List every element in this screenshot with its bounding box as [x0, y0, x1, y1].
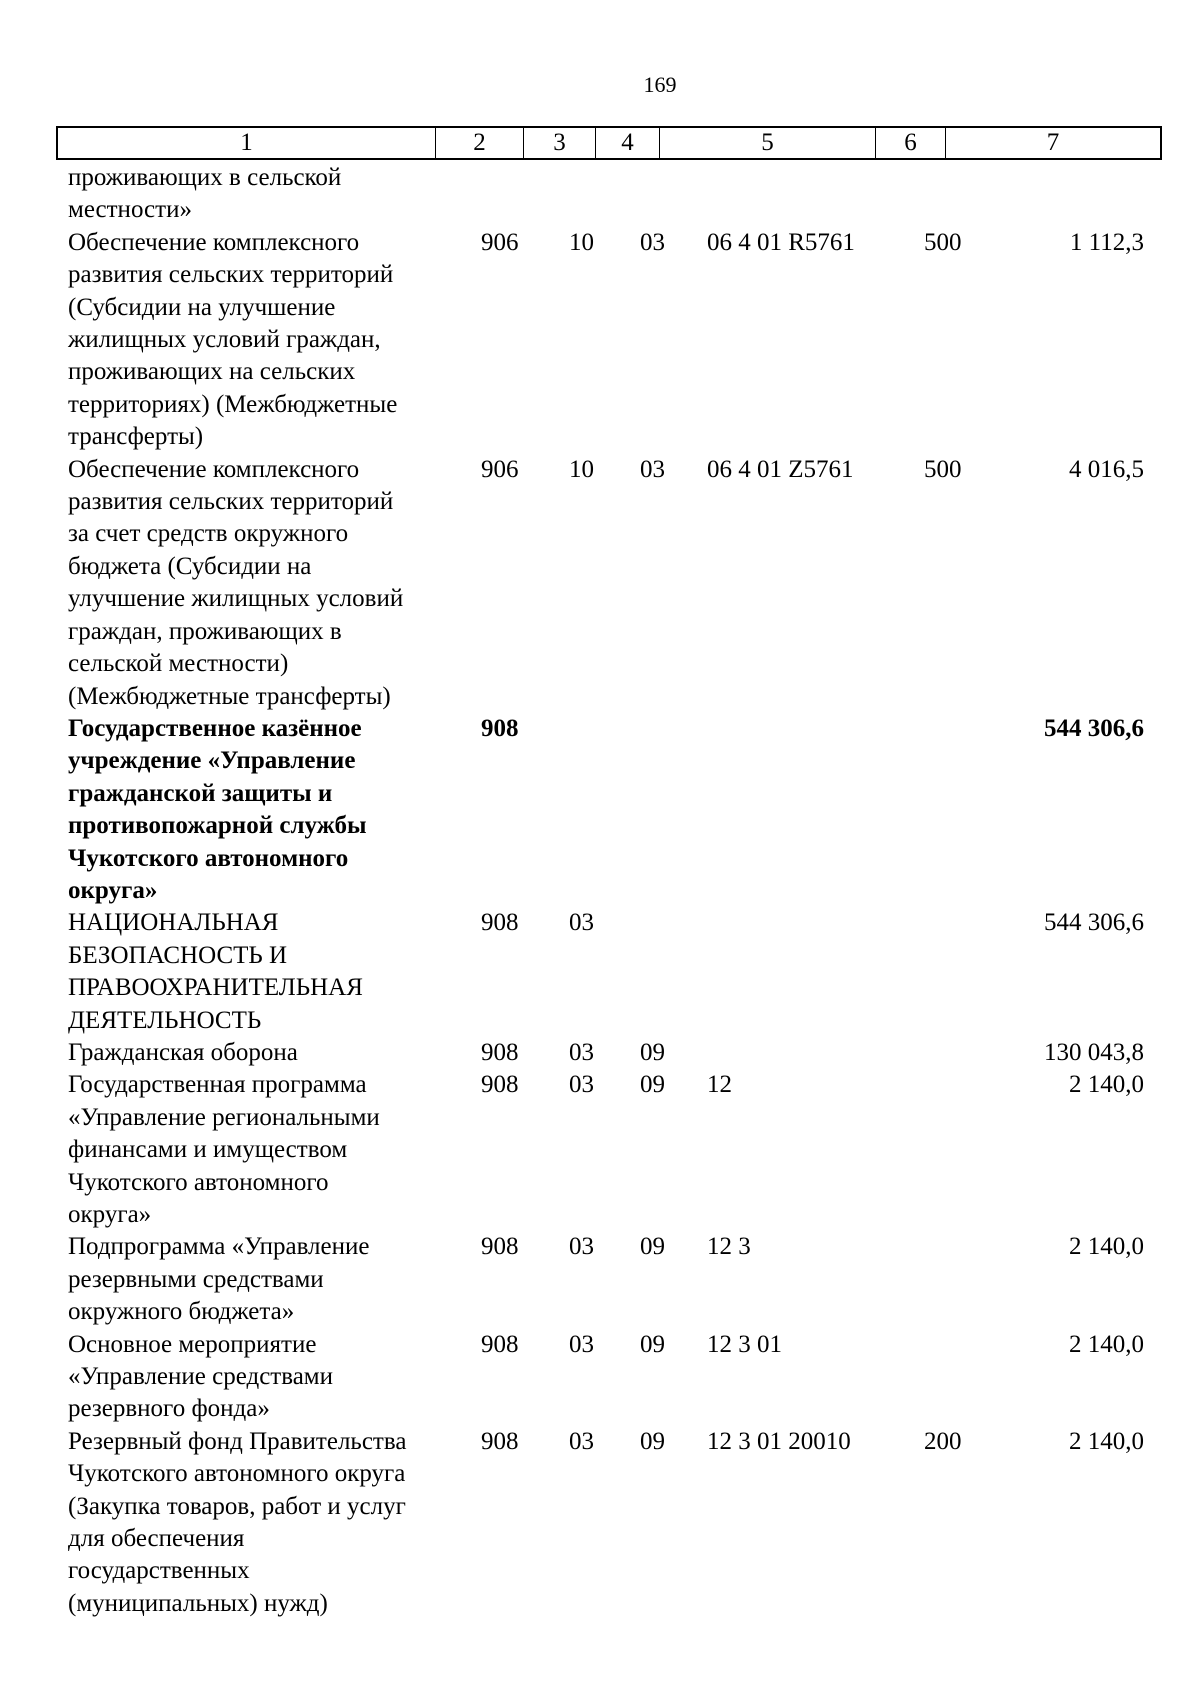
row-col-7: 2 140,0 — [1069, 1233, 1144, 1261]
row-col-3: 10 — [569, 228, 594, 256]
header-col-7: 7 — [945, 128, 1160, 158]
header-col-4: 4 — [595, 128, 659, 158]
header-col-5: 5 — [659, 128, 875, 158]
row-name-cell: Основное мероприятие «Управление средствами резервного фонда» — [68, 1330, 334, 1423]
row-col-2: 908 — [481, 714, 519, 742]
row-col-4: 09 — [640, 1071, 665, 1099]
table-row — [0, 1426, 1200, 1620]
row-col-6: 500 — [924, 228, 962, 256]
row-col-7: 1 112,3 — [1069, 228, 1144, 256]
row-col-5: 12 3 01 20010 — [707, 1427, 851, 1455]
table-row — [0, 1069, 1200, 1231]
page-number: 169 — [643, 72, 677, 97]
row-name-cell: Государственное казённое учреждение «Управление гражданской защиты и противопожарной службы Чукотского автономного округа» — [68, 714, 367, 904]
row-col-7: 4 016,5 — [1069, 455, 1144, 483]
row-col-3: 03 — [569, 1330, 594, 1358]
row-col-2: 906 — [481, 455, 519, 483]
row-col-6: 500 — [924, 455, 962, 483]
row-col-3: 03 — [569, 1427, 594, 1455]
row-col-3: 03 — [569, 1233, 594, 1261]
table-row — [0, 227, 1200, 454]
row-col-4: 03 — [640, 455, 665, 483]
row-col-4: 03 — [640, 228, 665, 256]
row-col-2: 906 — [481, 228, 519, 256]
row-name-cell: Обеспечение комплексного развития сельских территорий за счет средств окружного бюджета (Субсидии на улучшение жилищных условий граждан, проживающих в сельской местности) (Межбюджетные трансферты) — [68, 455, 404, 710]
row-col-4: 09 — [640, 1038, 665, 1066]
table-header — [56, 126, 1162, 160]
row-col-3: 03 — [569, 909, 594, 937]
row-col-7: 2 140,0 — [1069, 1427, 1144, 1455]
table-row — [0, 1037, 1200, 1069]
row-col-7: 2 140,0 — [1069, 1330, 1144, 1358]
row-col-5: 06 4 01 Z5761 — [707, 455, 854, 483]
row-col-2: 908 — [481, 1330, 519, 1358]
row-col-4: 09 — [640, 1330, 665, 1358]
row-name-cell: Подпрограмма «Управление резервными средствами окружного бюджета» — [68, 1233, 370, 1326]
row-col-7: 130 043,8 — [1044, 1038, 1144, 1066]
row-name-cell: Обеспечение комплексного развития сельских территорий (Субсидии на улучшение жилищных условий граждан, проживающих на сельских территориях) (Межбюджетные трансферты) — [68, 228, 398, 451]
row-col-3: 03 — [569, 1071, 594, 1099]
row-col-2: 908 — [481, 1233, 519, 1261]
row-col-2: 908 — [481, 1038, 519, 1066]
table-row — [0, 907, 1200, 1037]
table-row — [0, 454, 1200, 713]
row-col-5: 12 3 01 — [707, 1330, 782, 1358]
row-col-3: 10 — [569, 455, 594, 483]
row-col-5: 06 4 01 R5761 — [707, 228, 855, 256]
row-col-7: 544 306,6 — [1044, 714, 1144, 742]
header-col-6: 6 — [875, 128, 945, 158]
row-name-cell: Государственная программа «Управление региональными финансами и имуществом Чукотского автономного округа» — [68, 1071, 380, 1228]
row-col-2: 908 — [481, 1071, 519, 1099]
row-col-2: 908 — [481, 909, 519, 937]
table-body — [0, 162, 1200, 1620]
table-row — [0, 1231, 1200, 1328]
table-row — [0, 1329, 1200, 1426]
row-col-2: 908 — [481, 1427, 519, 1455]
row-col-7: 2 140,0 — [1069, 1071, 1144, 1099]
row-col-3: 03 — [569, 1038, 594, 1066]
row-col-5: 12 3 — [707, 1233, 751, 1261]
row-name-cell: Гражданская оборона — [68, 1038, 298, 1066]
table-row — [0, 713, 1200, 907]
row-col-5: 12 — [707, 1071, 732, 1099]
row-name-cell: проживающих в сельской местности» — [68, 164, 342, 224]
row-col-6: 200 — [924, 1427, 962, 1455]
row-col-4: 09 — [640, 1233, 665, 1261]
row-name-cell: Резервный фонд Правительства Чукотского автономного округа (Закупка товаров, работ и услуг для обеспечения государственных (муниципальных) нужд) — [68, 1427, 407, 1617]
row-name-cell: НАЦИОНАЛЬНАЯ БЕЗОПАСНОСТЬ И ПРАВООХРАНИТЕЛЬНАЯ ДЕЯТЕЛЬНОСТЬ — [68, 909, 363, 1034]
header-col-2: 2 — [435, 128, 523, 158]
table-row — [0, 162, 1200, 227]
header-col-3: 3 — [523, 128, 595, 158]
header-col-1: 1 — [240, 129, 253, 156]
row-col-7: 544 306,6 — [1044, 909, 1144, 937]
row-col-4: 09 — [640, 1427, 665, 1455]
